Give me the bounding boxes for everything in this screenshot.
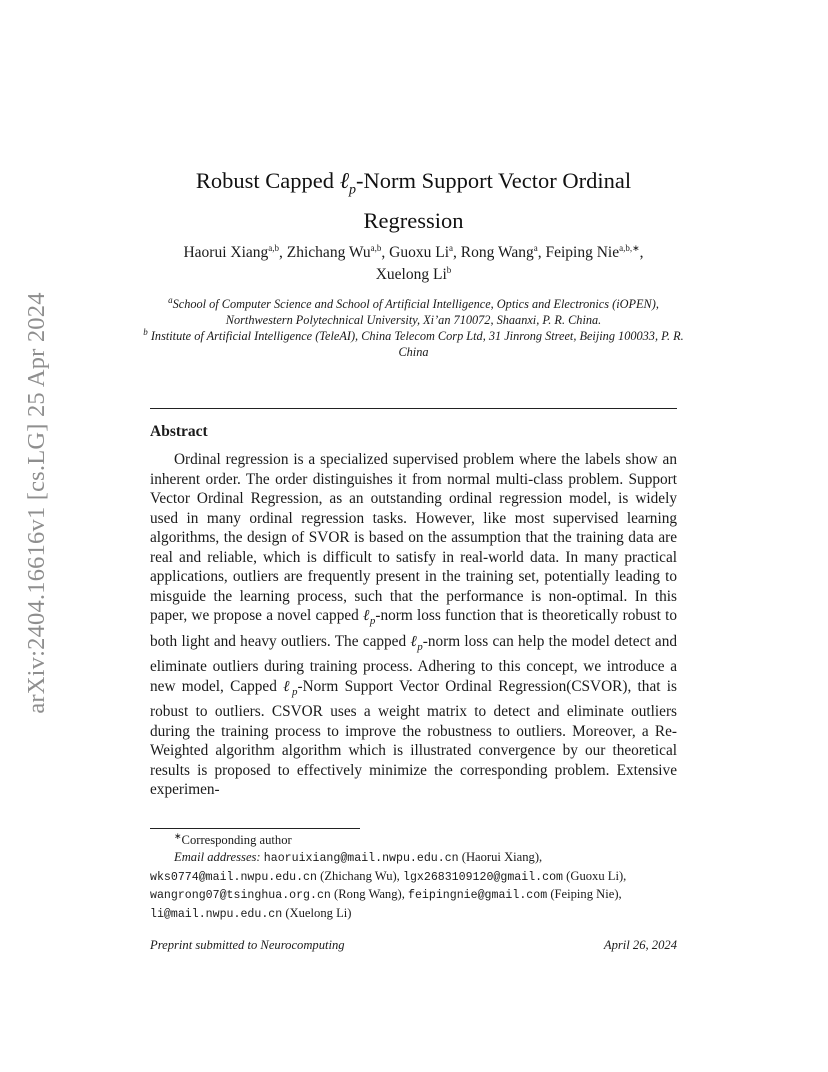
email-link[interactable]: feipingnie@gmail.com [408, 889, 548, 903]
abstract-body: Ordinal regression is a specialized supervised problem where the labels show an inherent order. The order distinguishes it from normal multi-class problem. Support Vector Ordinal Regression, as an outstanding ordinal regression model, is widely used in many ordinal regression tasks. However, like most supervised learning algorithms, the design of SVOR is based on the assumption that the training data are real and reliable, which is difficult to satisfy in real-world data. In many practical applications, outliers are frequently present in the training set, potentially leading to misguide the learning process, such that the performance is non-optimal. In this paper, we propose a novel capped ℓ$_p$-norm loss function that is theoretically robust to both light and heavy outliers. The capped ℓ$_p$-norm loss can help the model detect and eliminate outliers during training process. Adhering to this concept, we introduce a new model, Capped ℓ$_p$-Norm Support Vector Ordinal Regression(CSVOR), that is robust to outliers. CSVOR uses a weight matrix to detect and eliminate outliers during the training process to improve the robustness to outliers. Moreover, a Re-Weighted algorithm algorithm which is illustrated convergence by our theoretical results is proposed to effectively minimize the corresponding problem. Extensive experimen- [150, 451, 678, 799]
footnotes [150, 832, 677, 923]
email-line-1: Email addresses: haoruixiang@mail.nwpu.edu.cn (Haorui Xiang), [174, 850, 543, 866]
email-link[interactable]: li@mail.nwpu.edu.cn [150, 907, 283, 921]
abstract-heading: Abstract [150, 423, 208, 440]
email-link[interactable]: wks0774@mail.nwpu.edu.cn [150, 870, 317, 884]
author: Haorui Xiang$^{a,b}$, [183, 242, 287, 261]
author: Feiping Nie$^{a,b,∗}$, [545, 242, 644, 261]
email-link[interactable]: wangrong07@tsinghua.org.cn [150, 889, 331, 903]
author: Zhichang Wu$^{a,b}$, [286, 242, 390, 261]
preprint-note: Preprint submitted to Neurocomputing [150, 938, 345, 952]
arxiv-identifier-stamp [17, 288, 57, 718]
corresponding-author-note: ∗Corresponding author [174, 830, 292, 847]
email-line-3: wangrong07@tsinghua.org.cn (Rong Wang), feipingnie@gmail.com (Feiping Nie), [150, 887, 622, 903]
preprint-date: April 26, 2024 [603, 938, 677, 952]
affiliation-a: $^a$School of Computer Science and School of Artificial Intelligence, Optics and Electronics (iOPEN), Northwestern Polytechnical University, Xi’an 710072, Shaanxi, P. R. China. [168, 294, 659, 327]
affiliations [140, 296, 687, 360]
abstract-top-rule [150, 408, 677, 409]
affiliation-b: $^b$ Institute of Artificial Intelligence (TeleAI), China Telecom Corp Ltd, 31 Jinrong Street, Beijing 100033, P. R. China [143, 326, 684, 359]
email-line-2: wks0774@mail.nwpu.edu.cn (Zhichang Wu), lgx2683109120@gmail.com (Guoxu Li), [150, 868, 627, 884]
email-link[interactable]: haoruixiang@mail.nwpu.edu.cn [263, 852, 459, 866]
email-link[interactable]: lgx2683109120@gmail.com [402, 870, 564, 884]
author: Rong Wang$^a$, [460, 242, 546, 261]
footnote-rule [150, 828, 360, 829]
arxiv-stamp-text: arXiv:2404.16616v1 [cs.LG] 25 Apr 2024 [23, 292, 50, 714]
author: Guoxu Li$^a$, [389, 242, 461, 261]
author-list [150, 242, 677, 286]
email-line-4: li@mail.nwpu.edu.cn (Xuelong Li) [150, 905, 352, 921]
author: Xuelong Li$^b$ [375, 264, 452, 283]
paper-title: Robust Capped ℓ$_p$-Norm Support Vector Ordinal Regression [195, 168, 632, 233]
